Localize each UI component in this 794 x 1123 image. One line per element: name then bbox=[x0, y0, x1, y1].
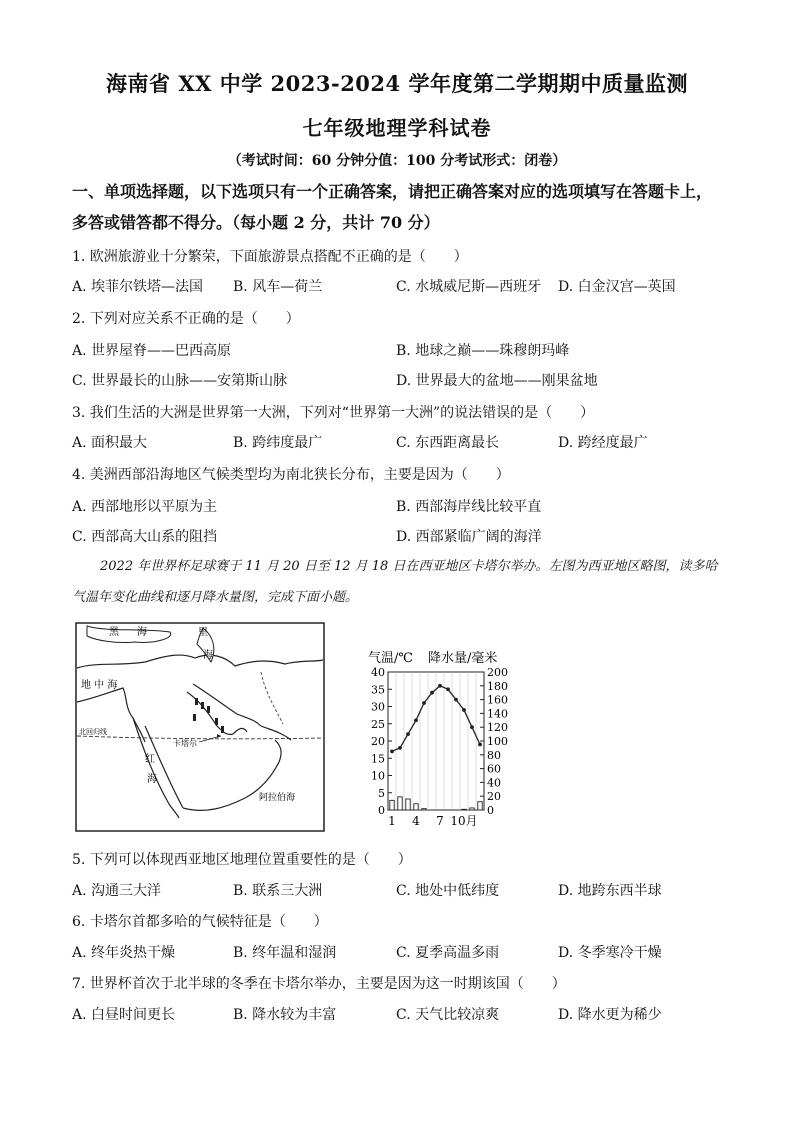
temp-tick-label: 20 bbox=[371, 735, 385, 748]
temperature-point bbox=[414, 718, 418, 722]
label-mediterranean: 地 中 海 bbox=[81, 680, 118, 691]
question-4-stem: 4. 美洲西部沿海地区气候类型均为南北狭长分布，主要是因为（ ） bbox=[72, 467, 510, 483]
temp-tick-label: 5 bbox=[378, 786, 385, 800]
precip-tick-label: 100 bbox=[487, 735, 508, 748]
temperature-point bbox=[390, 749, 394, 753]
temp-tick-label: 25 bbox=[371, 717, 385, 731]
precip-bar bbox=[414, 804, 418, 810]
label-red-sea-1: 红 bbox=[145, 754, 155, 765]
label-black-sea-2: 海 bbox=[137, 627, 147, 638]
temp-tick-label: 30 bbox=[371, 700, 385, 714]
doha-climate-chart bbox=[362, 648, 532, 834]
label-qatar: 卡塔尔 bbox=[173, 739, 197, 748]
month-tick-label: 10月 bbox=[450, 814, 478, 828]
temp-tick-label: 35 bbox=[371, 683, 385, 697]
precip-tick-label: 200 bbox=[487, 666, 508, 679]
question-4-option-a[interactable]: A. 西部地形以平原为主 bbox=[72, 499, 218, 515]
question-7-stem: 7. 世界杯首次于北半球的冬季在卡塔尔举办，主要是因为这一时期该国（ ） bbox=[72, 976, 566, 992]
question-6-option-a[interactable]: A. 终年炎热干燥 bbox=[72, 945, 176, 961]
question-7-option-d[interactable]: D. 降水更为稀少 bbox=[558, 1007, 662, 1023]
precip-bar bbox=[470, 808, 474, 810]
temperature-point bbox=[470, 725, 474, 729]
temperature-point bbox=[430, 691, 434, 695]
question-3-option-b[interactable]: B. 跨纬度最广 bbox=[233, 435, 323, 451]
temperature-point bbox=[478, 743, 482, 747]
question-4-option-d[interactable]: D. 西部紧临广阔的海洋 bbox=[396, 529, 542, 545]
west-asia-map bbox=[75, 622, 325, 832]
precip-bar bbox=[406, 799, 410, 810]
precip-bar bbox=[422, 809, 426, 810]
precip-tick-label: 120 bbox=[487, 721, 508, 735]
precip-tick-label: 180 bbox=[487, 679, 508, 693]
question-3-option-a[interactable]: A. 面积最大 bbox=[72, 435, 148, 451]
precip-tick-label: 80 bbox=[487, 748, 501, 762]
label-caspian-1: 里 bbox=[198, 627, 208, 638]
label-black-sea-1: 黑 bbox=[109, 627, 119, 638]
question-2-option-d[interactable]: D. 世界最大的盆地——刚果盆地 bbox=[396, 373, 598, 389]
question-7-option-c[interactable]: C. 天气比较凉爽 bbox=[396, 1007, 500, 1023]
question-5-option-c[interactable]: C. 地处中低纬度 bbox=[396, 883, 500, 899]
question-1-stem: 1. 欧洲旅游业十分繁荣，下面旅游景点搭配不正确的是（ ） bbox=[72, 249, 468, 265]
precip-tick-label: 0 bbox=[487, 804, 494, 817]
question-6-stem: 6. 卡塔尔首都多哈的气候特征是（ ） bbox=[72, 914, 328, 930]
month-tick-label: 4 bbox=[412, 814, 420, 828]
question-2-option-b[interactable]: B. 地球之巅——珠穆朗玛峰 bbox=[396, 343, 570, 359]
question-2-stem: 2. 下列对应关系不正确的是（ ） bbox=[72, 311, 300, 327]
question-1-option-b[interactable]: B. 风车—荷兰 bbox=[233, 279, 323, 295]
question-6-option-c[interactable]: C. 夏季高温多雨 bbox=[396, 945, 500, 961]
exam-subtitle: 七年级地理学科试卷 bbox=[302, 116, 492, 140]
precip-tick-label: 40 bbox=[487, 776, 501, 790]
section-heading: 一、单项选择题，以下选项只有一个正确答案，请把正确答案对应的选项填写在答题卡上，多答或错答都不得分。（每小题 2 分，共计 70 分） bbox=[72, 182, 713, 232]
label-tropic-of-cancer: 北回归线 bbox=[79, 728, 107, 736]
temperature-point bbox=[454, 698, 458, 702]
question-2-option-a[interactable]: A. 世界屋脊——巴西高原 bbox=[72, 343, 232, 359]
month-tick-label: 1 bbox=[388, 814, 396, 828]
exam-info: （考试时间：60 分钟分值：100 分考试形式：闭卷） bbox=[227, 153, 567, 169]
question-5-option-b[interactable]: B. 联系三大洲 bbox=[233, 883, 323, 899]
chart-left-axis-title: 气温/℃ bbox=[368, 651, 413, 666]
question-2-option-c[interactable]: C. 世界最长的山脉——安第斯山脉 bbox=[72, 373, 288, 389]
question-6-option-b[interactable]: B. 终年温和湿润 bbox=[233, 945, 337, 961]
question-7-option-a[interactable]: A. 白昼时间更长 bbox=[72, 1007, 176, 1023]
temperature-point bbox=[446, 687, 450, 691]
precip-tick-label: 140 bbox=[487, 707, 508, 721]
precip-tick-label: 160 bbox=[487, 693, 508, 707]
temp-tick-label: 0 bbox=[378, 804, 385, 817]
temperature-point bbox=[438, 684, 442, 688]
question-1-option-a[interactable]: A. 埃菲尔铁塔—法国 bbox=[72, 279, 204, 295]
chart-right-axis-title: 降水量/毫米 bbox=[428, 651, 498, 666]
temperature-point bbox=[422, 701, 426, 705]
question-7-option-b[interactable]: B. 降水较为丰富 bbox=[233, 1007, 337, 1023]
temp-tick-label: 10 bbox=[371, 769, 385, 783]
precip-tick-label: 60 bbox=[487, 762, 501, 776]
question-1-option-c[interactable]: C. 水城威尼斯—西班牙 bbox=[396, 279, 542, 295]
question-4-option-b[interactable]: B. 西部海岸线比较平直 bbox=[396, 499, 542, 515]
label-arabian-sea: 阿拉伯海 bbox=[259, 793, 296, 803]
question-3-option-d[interactable]: D. 跨经度最广 bbox=[558, 435, 648, 451]
temperature-point bbox=[406, 732, 410, 736]
question-1-option-d[interactable]: D. 白金汉宫—英国 bbox=[558, 279, 676, 295]
question-5-option-a[interactable]: A. 沟通三大洋 bbox=[72, 883, 162, 899]
question-5-option-d[interactable]: D. 地跨东西半球 bbox=[558, 883, 662, 899]
question-3-option-c[interactable]: C. 东西距离最长 bbox=[396, 435, 500, 451]
temp-tick-label: 15 bbox=[371, 752, 385, 766]
material-text: 2022 年世界杯足球赛于 11 月 20 日至 12 月 18 日在西亚地区卡塔尔举办。左图为西亚地区略图，读多哈气温年变化曲线和逐月降水量图，完成下面小题。 bbox=[72, 559, 718, 605]
precip-bar bbox=[478, 802, 482, 810]
question-6-option-d[interactable]: D. 冬季寒冷干燥 bbox=[558, 945, 662, 961]
precip-bar bbox=[462, 809, 466, 810]
label-red-sea-2: 海 bbox=[147, 774, 157, 785]
question-3-stem: 3. 我们生活的大洲是世界第一大洲，下列对“世界第一大洲”的说法错误的是（ ） bbox=[72, 405, 595, 421]
temperature-point bbox=[398, 746, 402, 750]
precip-bar bbox=[398, 797, 402, 810]
label-caspian-2: 海 bbox=[203, 650, 213, 661]
precip-bar bbox=[390, 800, 394, 810]
temp-tick-label: 40 bbox=[371, 666, 385, 679]
month-tick-label: 7 bbox=[436, 814, 444, 828]
precip-tick-label: 20 bbox=[487, 790, 501, 804]
chart-body bbox=[371, 666, 508, 828]
temperature-point bbox=[462, 708, 466, 712]
exam-title: 海南省 XX 中学 2023-2024 学年度第二学期期中质量监测 bbox=[106, 71, 688, 96]
question-5-stem: 5. 下列可以体现西亚地区地理位置重要性的是（ ） bbox=[72, 852, 412, 868]
question-4-option-c[interactable]: C. 西部高大山系的阻挡 bbox=[72, 529, 218, 545]
